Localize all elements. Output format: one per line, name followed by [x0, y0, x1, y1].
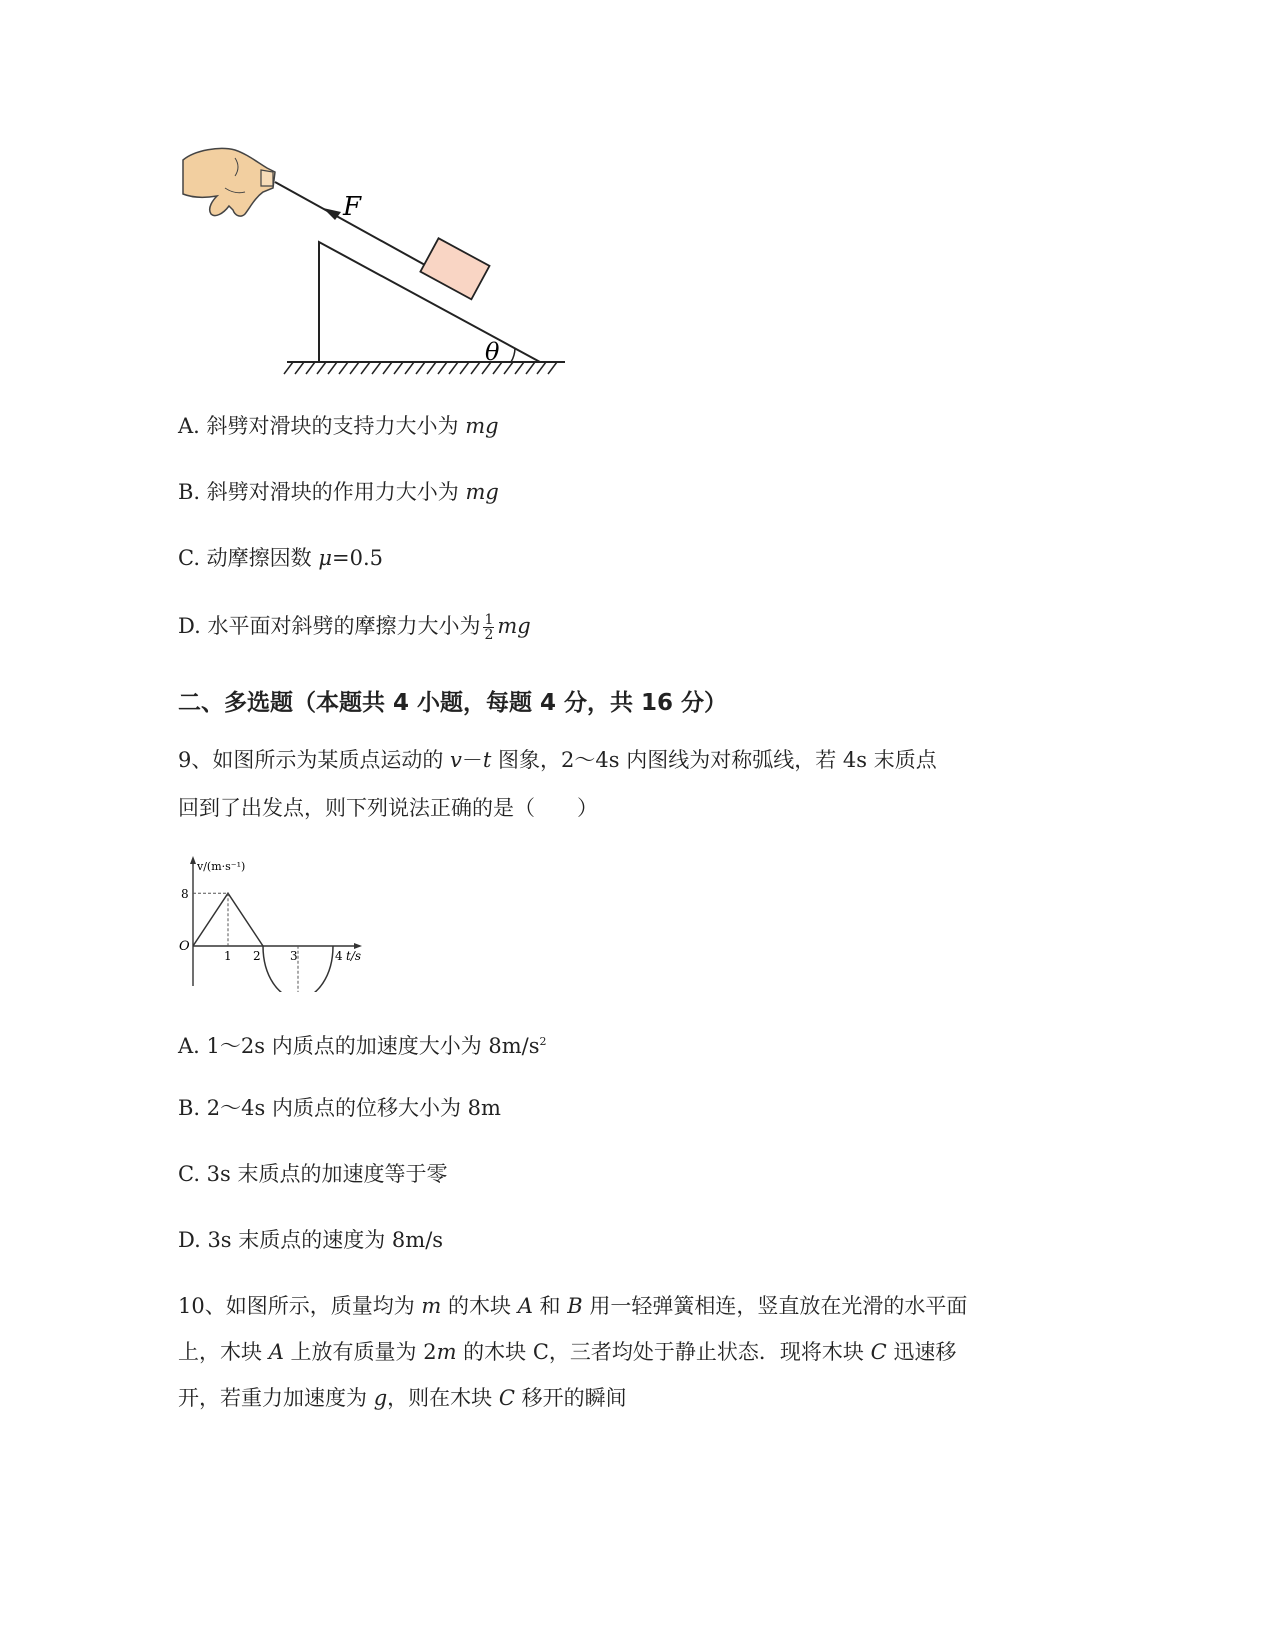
- x-axis-label: t/s: [346, 949, 362, 963]
- q9-option-b: B. 2～4s 内质点的位移大小为 8m: [178, 1096, 501, 1120]
- ground-hatch: [284, 362, 557, 374]
- force-arrow-icon: [323, 208, 341, 220]
- angle-arc: [511, 348, 515, 362]
- x-tick-4: 4: [335, 949, 343, 963]
- section-heading: 二、多选题（本题共 4 小题，每题 4 分，共 16 分）: [178, 690, 728, 716]
- origin-label: O: [179, 939, 190, 954]
- q10-stem-line2: 上，木块 A 上放有质量为 2m 的木块 C，三者均处于静止状态．现将木块 C 迅速移: [178, 1340, 957, 1364]
- q8-option-c: C. 动摩擦因数 μ=0.5: [178, 546, 384, 570]
- q10-stem-line3: 开，若重力加速度为 g，则在木块 C 移开的瞬间: [178, 1386, 627, 1410]
- force-label: F: [343, 192, 362, 222]
- x-tick-1: 1: [224, 949, 232, 963]
- vt-chart: [170, 852, 385, 992]
- q8-option-d: D. 水平面对斜劈的摩擦力大小为 $\frac{1}{2}$ mg: [178, 612, 531, 643]
- q9-stem-line1: 9、如图所示为某质点运动的 v－t 图象，2～4s 内图线为对称弧线，若 4s 末质点: [178, 748, 937, 772]
- q8-option-a: A. 斜劈对滑块的支持力大小为 mg: [178, 414, 499, 438]
- q9-option-a: A. 1～2s 内质点的加速度大小为 $8m/s^2$: [178, 1034, 547, 1058]
- q10-stem-line1: 10、如图所示，质量均为 m 的木块 A 和 B 用一轻弹簧相连，竖直放在光滑的水平面: [178, 1294, 968, 1318]
- y-tick-8: 8: [181, 887, 189, 901]
- x-tick-3: 3: [290, 949, 298, 963]
- incline-figure: [175, 140, 575, 380]
- q8-option-b: B. 斜劈对滑块的作用力大小为 mg: [178, 480, 499, 504]
- y-axis-label: v/(m·s⁻¹): [197, 860, 246, 873]
- q9-option-c: C. 3s 末质点的加速度等于零: [178, 1162, 448, 1186]
- q9-stem-line2: 回到了出发点，则下列说法正确的是（ ）: [178, 796, 598, 820]
- q9-option-d: D. 3s 末质点的速度为 8m/s: [178, 1228, 444, 1252]
- fraction: $\frac{1}{2}$: [484, 612, 494, 643]
- y-axis-arrow-icon: [190, 856, 196, 864]
- sliding-block: [420, 238, 489, 299]
- angle-label: θ: [485, 338, 500, 366]
- x-tick-2: 2: [253, 949, 261, 963]
- hand-icon: [183, 148, 275, 216]
